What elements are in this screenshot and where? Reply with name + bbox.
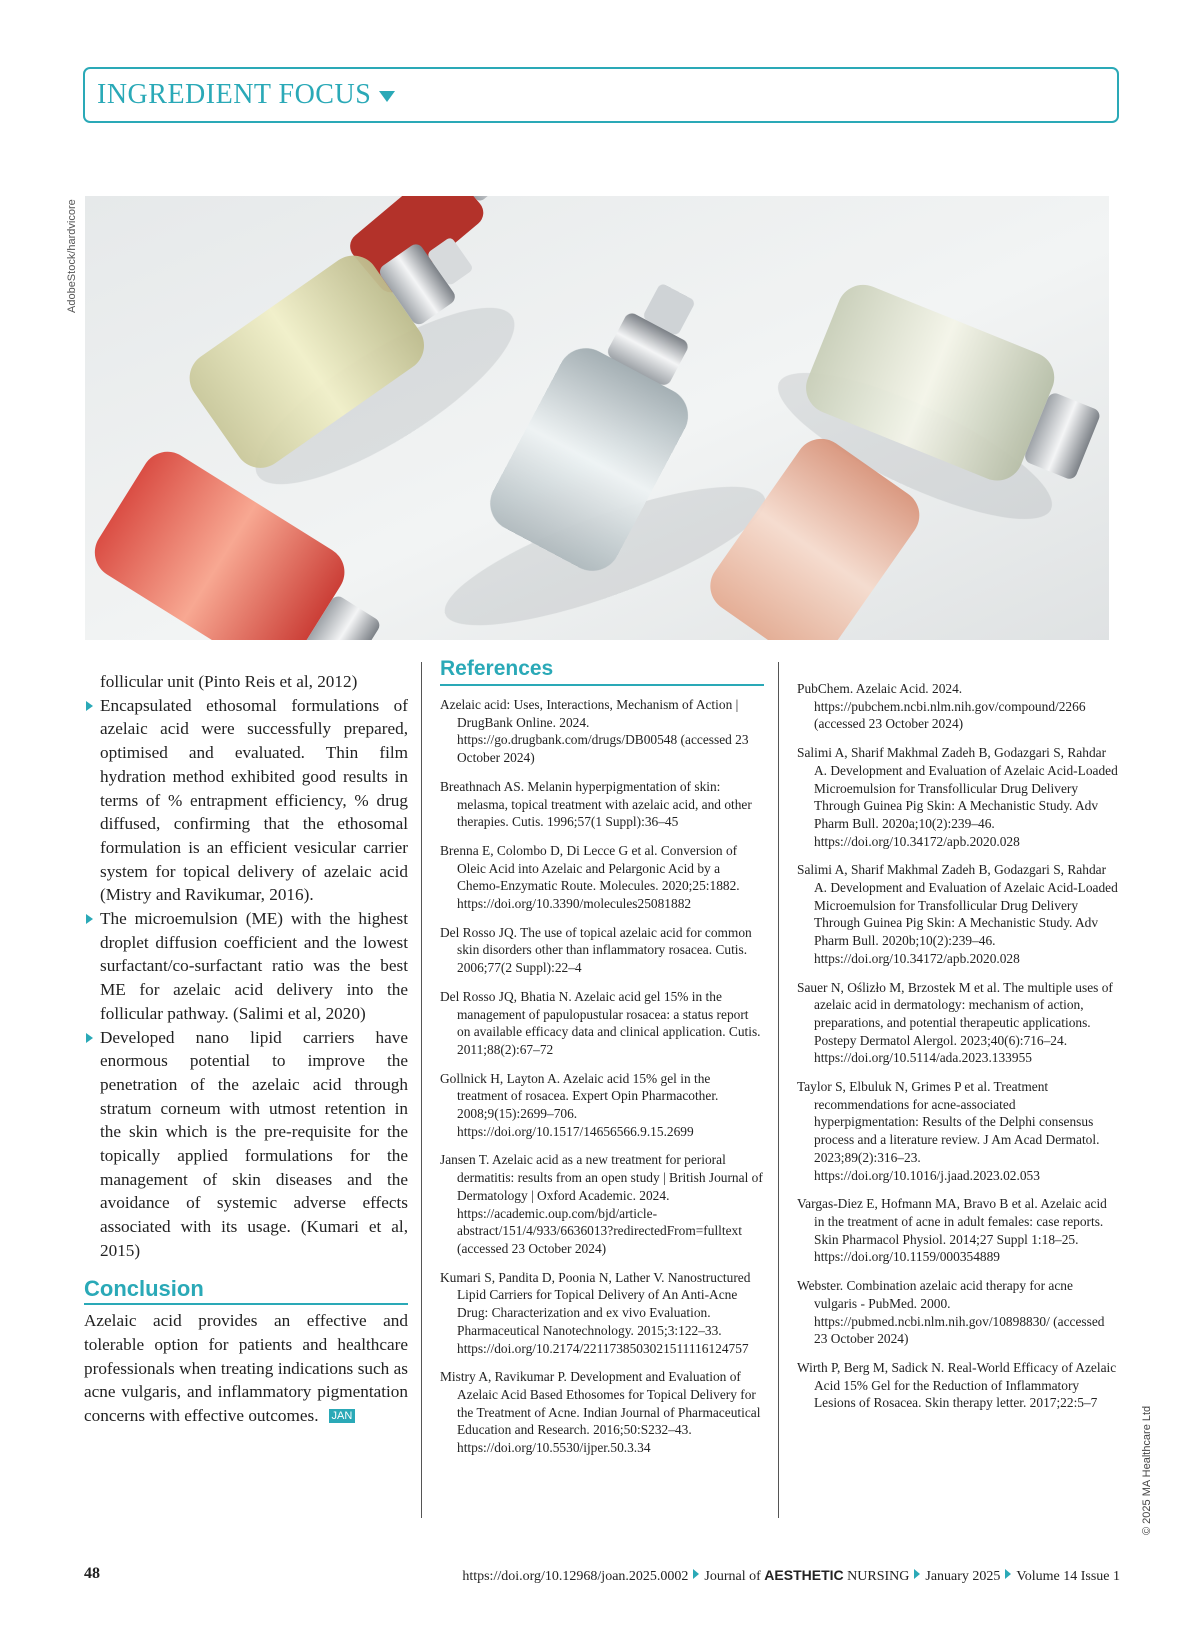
bullet-item: The microemulsion (ME) with the highest droplet diffusion coefficient and the lowest surfactant/co-surfactant ratio was the best ME for azelaic acid delivery into the follicular pathway. (Salimi et al, 2020) [84,907,408,1026]
bullet-item: Developed nano lipid carriers have enormous potential to improve the penetration of the azelaic acid through stratum corneum with utmost retention in the skin which is the pre-requisite for the topically applied formulations for the management of skin diseases and the avoidance of systemic adverse effects associated with its usage. (Kumari et al, 2015) [84,1026,408,1263]
reference-item: Del Rosso JQ, Bhatia N. Azelaic acid gel 15% in the management of papulopustular rosacea: a status report on available efficacy data and clinical application. Cutis. 2011;88(2):67–72 [440,988,761,1057]
section-title [97,79,395,111]
references-column-1 [440,657,764,1468]
reference-item: Jansen T. Azelaic acid as a new treatment for perioral dermatitis: results from an open study | British Journal of Dermatology | Oxford Academic. 2024. https://academic.oup.com/bjd/article-abstract/151/4/933/6636013?redirectedFrom=fulltext (accessed 23 October 2024) [440,1152,763,1256]
references-heading: References [440,657,764,686]
reference-item: Mistry A, Ravikumar P. Development and Evaluation of Azelaic Acid Based Ethosomes for Topical Delivery for the Treatment of Acne. Indian Journal of Pharmaceutical Education and Research. 2016;50:S232–43. https://doi.org/10.5530/ijper.50.3.34 [440,1369,761,1456]
conclusion-heading: Conclusion [84,1277,408,1306]
column-divider [421,662,422,1518]
issue-volume: Volume 14 Issue 1 [1016,1569,1120,1584]
body-paragraph: follicular unit (Pinto Reis et al, 2012) [100,672,358,691]
conclusion-paragraph [84,1309,408,1428]
issue-date: January 2025 [925,1569,1001,1584]
column-divider [778,662,779,1518]
serum-bottles-photo [85,196,1109,640]
reference-item: Taylor S, Elbuluk N, Grimes P et al. Treatment recommendations for acne-associated hyperpigmentation: Results of the Delphi consensus process and a literature review. J Am Acad Dermatol. 2023;89(2):316–23. https://doi.org/10.1016/j.jaad.2023.02.053 [797,1079,1100,1183]
triangle-right-icon [914,1569,920,1579]
serum-bottles-illustration [85,196,1109,640]
reference-item: Webster. Combination azelaic acid therapy for acne vulgaris - PubMed. 2000. https://pubmed.ncbi.nlm.nih.gov/10898830/ (accessed 23 October 2024) [797,1278,1105,1347]
page-footer [84,1565,1120,1589]
jan-end-badge: JAN [329,1409,356,1423]
reference-item: Kumari S, Pandita D, Poonia N, Lather V. Nanostructured Lipid Carriers for Topical Delivery of An Anti-Acne Drug: Characterization and ex vivo Evaluation. Pharmaceutical Nanotechnology. 2015;3:122–33. https://doi.org/10.2174/2211738503021511116124757 [440,1269,751,1356]
reference-item: Sauer N, Oślizło M, Brzostek M et al. The multiple uses of azelaic acid in dermatology: mechanism of action, preparations, and potential therapeutic applications. Postepy Dermatol Alergol. 2023;40(6):716–24. https://doi.org/10.5114/ada.2023.133955 [797,979,1113,1066]
reference-item: PubChem. Azelaic Acid. 2024. https://pubchem.ncbi.nlm.nih.gov/compound/2266 (accessed 23 October 2024) [797,681,1086,732]
reference-item: Azelaic acid: Uses, Interactions, Mechanism of Action | DrugBank Online. 2024. https://go.drugbank.com/drugs/DB00548 (accessed 23 October 2024) [440,697,749,766]
reference-item: Gollnick H, Layton A. Azelaic acid 15% gel in the treatment of rosacea. Expert Opin Pharmacother. 2008;9(15):2699–706. https://doi.org/10.1517/14656566.9.15.2699 [440,1070,719,1139]
reference-item: Wirth P, Berg M, Sadick N. Real-World Efficacy of Azelaic Acid 15% Gel for the Reduction of Inflammatory Lesions of Rosacea. Skin therapy letter. 2017;22:5–7 [797,1359,1117,1411]
page-number: 48 [84,1565,100,1582]
footer-info [462,1567,1120,1585]
body-text-column [84,670,408,1428]
reference-item: Salimi A, Sharif Makhmal Zadeh B, Godazgari S, Rahdar A. Development and Evaluation of Azelaic Acid-Loaded Microemulsion for Transfollicular Drug Delivery Through Guinea Pig Skin: A Mechanistic Study. Adv Pharm Bull. 2020a;10(2):239–46. https://doi.org/10.34172/apb.2020.028 [797,745,1118,849]
reference-item: Vargas-Diez E, Hofmann MA, Bravo B et al. Azelaic acid in the treatment of acne in adult females: case reports. Skin Pharmacol Physiol. 2014;27 Suppl 1:18–25. https://doi.org/10.1159/000354889 [797,1196,1107,1265]
section-title-text: INGREDIENT FOCUS [97,79,372,110]
journal-prefix: Journal of [704,1569,761,1584]
triangle-down-icon [379,91,395,102]
journal-brand: AESTHETIC [764,1567,844,1583]
conclusion-text: Azelaic acid provides an effective and tolerable option for patients and healthcare professionals when treating indications such as acne vulgaris, and inflammatory pigmentation concerns with effective outcomes. [84,1311,408,1426]
photo-credit: AdobeStock/hardvicore [66,199,78,313]
reference-item: Breathnach AS. Melanin hyperpigmentation of skin: melasma, topical treatment with azelaic acid, and other therapies. Cutis. 1996;57(1 Suppl):36–45 [440,778,752,830]
triangle-right-icon [1005,1569,1011,1579]
reference-item: Brenna E, Colombo D, Di Lecce G et al. Conversion of Oleic Acid into Azelaic and Pelargonic Acid by a Chemo-Enzymatic Route. Molecules. 2020;25:1882. https://doi.org/10.3390/molecules25081882 [440,842,740,912]
copyright-notice: © 2025 MA Healthcare Ltd [1141,1405,1153,1535]
section-header [83,67,1119,123]
bullet-item: Encapsulated ethosomal formulations of azelaic acid were successfully prepared, optimised and evaluated. Thin film hydration method exhibited good results in terms of % entrapment efficiency, % drug diffused, confirming that the ethosomal formulation is an efficient vesicular carrier system for topical delivery of azelaic acid (Mistry and Ravikumar, 2016). [84,694,408,907]
references-column-2 [797,680,1119,1423]
triangle-right-icon [693,1569,699,1579]
reference-item: Del Rosso JQ. The use of topical azelaic acid for common skin disorders other than inflammatory rosacea. Cutis. 2006;77(2 Suppl):22–4 [440,924,752,976]
journal-suffix: NURSING [847,1569,910,1584]
footer-doi-link[interactable]: https://doi.org/10.12968/joan.2025.0002 [462,1569,689,1584]
reference-item: Salimi A, Sharif Makhmal Zadeh B, Godazgari S, Rahdar A. Development and Evaluation of Azelaic Acid-Loaded Microemulsion for Transfollicular Drug Delivery Through Guinea Pig Skin: A Mechanistic Study. Adv Pharm Bull. 2020b;10(2):239–46. https://doi.org/10.34172/apb.2020.028 [797,862,1118,966]
